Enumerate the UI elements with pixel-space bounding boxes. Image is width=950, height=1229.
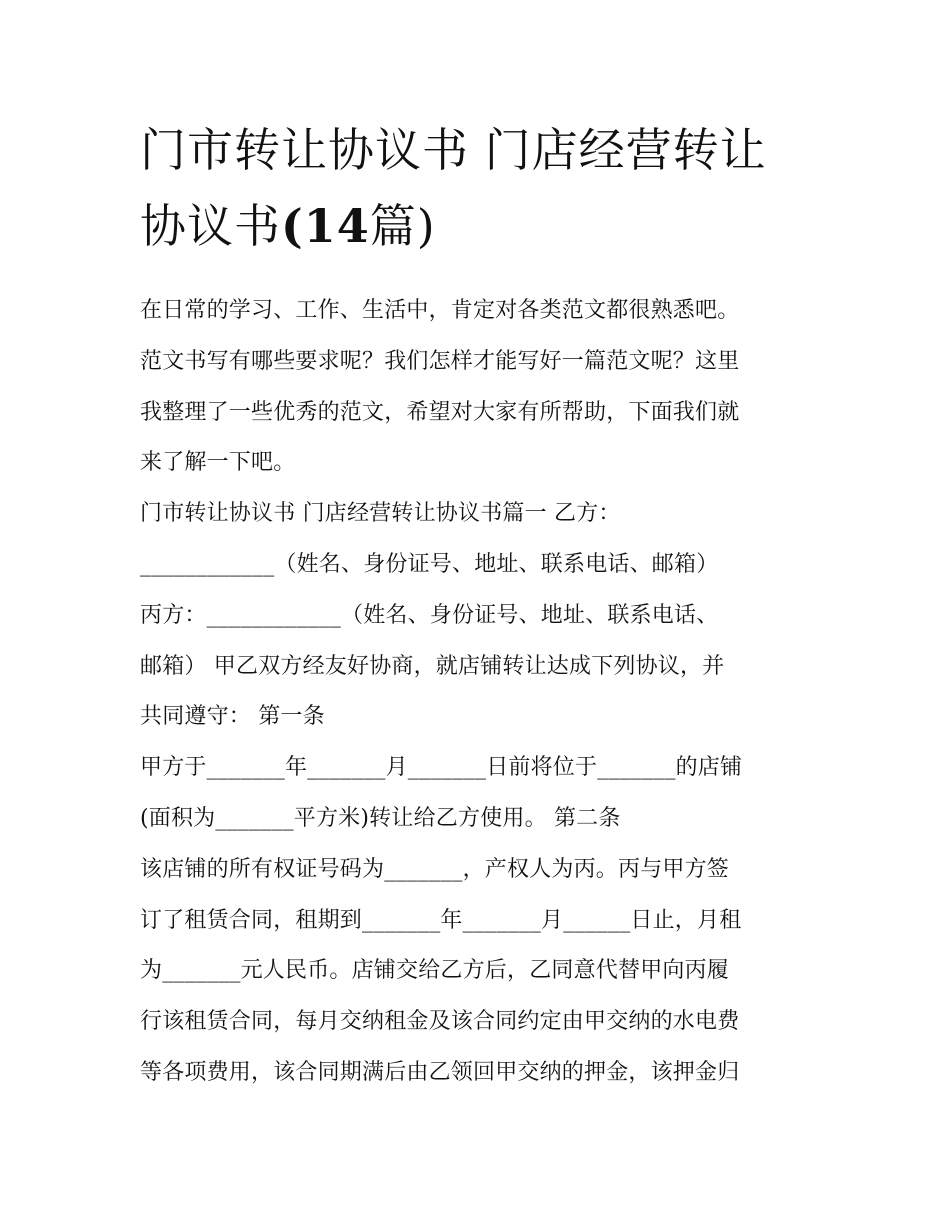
text-line: 等各项费用，该合同期满后由乙领回甲交纳的押金，该押金归: [140, 1059, 740, 1085]
text-line: 在日常的学习、工作、生活中，肯定对各类范文都很熟悉吧。: [140, 298, 740, 323]
text-line: 行该租赁合同，每月交纳租金及该合同约定由甲交纳的水电费: [140, 1009, 740, 1035]
text-line: 来了解一下吧。: [140, 450, 296, 476]
text-line: 邮箱） 甲乙双方经友好协商，就店铺转让达成下列协议，并: [140, 653, 725, 679]
text-line: 为_______元人民币。店铺交给乙方后，乙同意代替甲向丙履: [140, 958, 730, 984]
text-line: 甲方于_______年_______月_______日前将位于_______的店铺: [140, 755, 743, 781]
text-line: 该店铺的所有权证号码为_______，产权人为丙。丙与甲方签: [140, 856, 730, 882]
text-line: (面积为_______平方米)转让给乙方使用。 第二条: [140, 805, 621, 831]
title-line-2-prefix: 协议书: [140, 199, 281, 253]
title-line-1: 门市转让协议书 门店经营转让: [140, 123, 767, 177]
document-body: [140, 286, 820, 1099]
document-page: [140, 112, 820, 1099]
text-line: 丙方：____________（姓名、身份证号、地址、联系电话、: [140, 602, 719, 628]
title-line-2: [140, 188, 820, 264]
text-line: 订了租赁合同，租期到_______年_______月______日止，月租: [140, 907, 742, 933]
text-line: 范文书写有哪些要求呢？我们怎样才能写好一篇范文呢？这里: [140, 348, 740, 374]
document-title: [140, 112, 820, 264]
text-line: 门市转让协议书 门店经营转让协议书篇一 乙方：: [140, 501, 621, 527]
text-line: ____________（姓名、身份证号、地址、联系电话、邮箱）: [140, 551, 719, 577]
text-line: 共同遵守： 第一条: [140, 704, 325, 730]
title-line-2-suffix: 篇): [369, 199, 436, 253]
title-count: (14: [281, 199, 370, 253]
text-line: 我整理了一些优秀的范文，希望对大家有所帮助，下面我们就: [140, 399, 740, 425]
